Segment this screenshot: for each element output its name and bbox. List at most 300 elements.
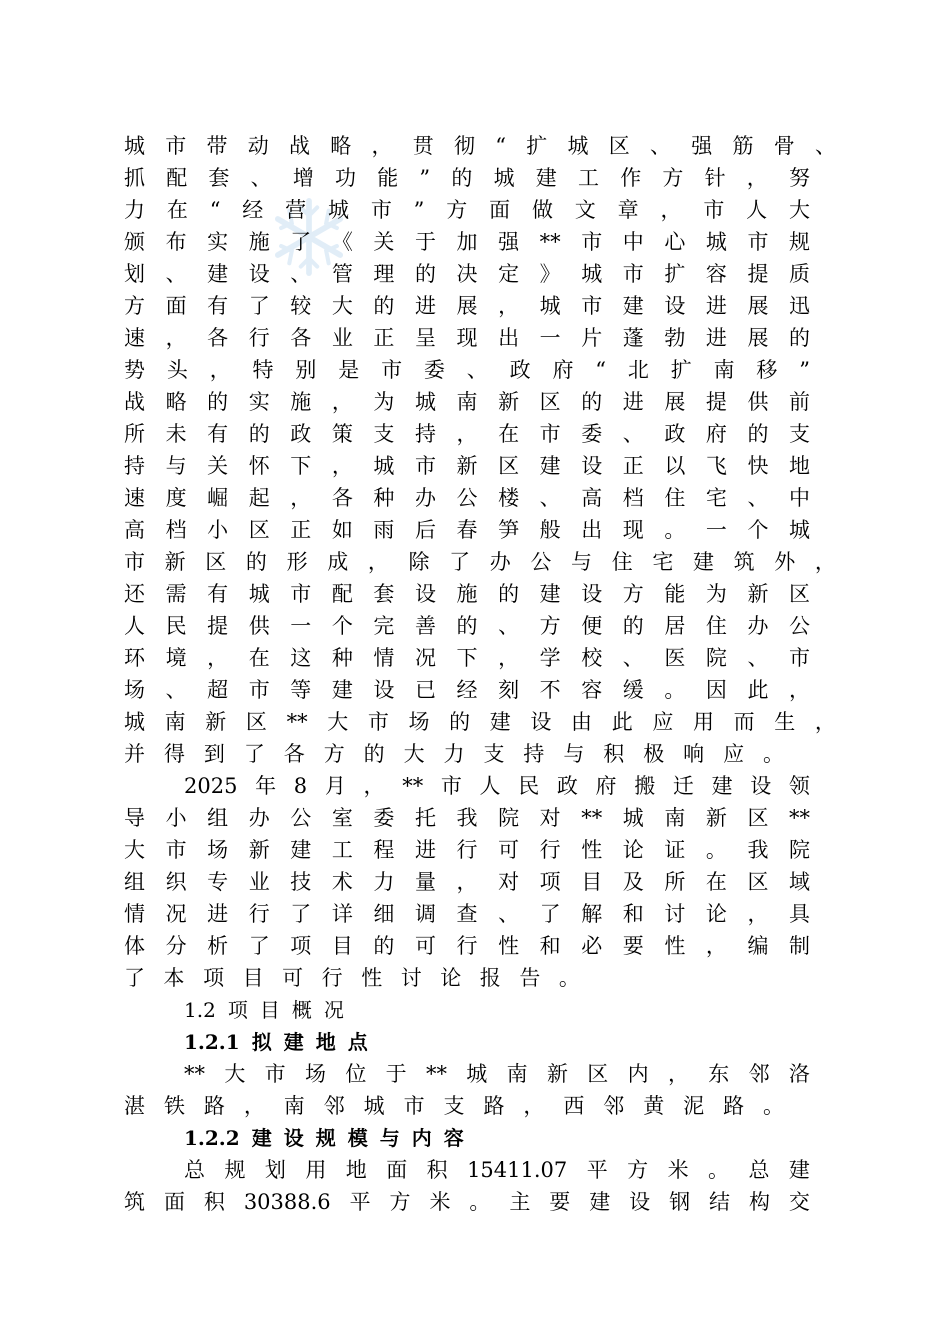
text-char: 性 (361, 966, 383, 990)
text-char: 领 (788, 774, 810, 798)
text-char: 、 (747, 646, 769, 670)
text-char: 方 (446, 198, 468, 222)
text-char: 、 (466, 358, 488, 382)
text-char: 方 (389, 1190, 411, 1214)
text-char: 行 (248, 902, 270, 926)
text-char: 扩 (664, 262, 686, 286)
text-char: 楼 (498, 486, 520, 510)
text-char: ， (667, 1062, 689, 1086)
text-char: 住 (611, 550, 633, 574)
text-char: 况 (165, 902, 187, 926)
text-char: 、 (815, 134, 836, 158)
text-char: 进 (414, 294, 436, 318)
text-char: 做 (531, 198, 553, 222)
text-char: 应 (723, 742, 745, 766)
text-char: 目 (259, 998, 280, 1022)
text-char: 除 (408, 550, 430, 574)
text-char: 这 (290, 646, 312, 670)
text-char: 小 (165, 806, 187, 830)
text-char: 此 (747, 678, 769, 702)
text-char: 面 (165, 294, 187, 318)
text-char: 的 (581, 390, 603, 414)
text-char: 托 (414, 806, 436, 830)
text-char: 正 (373, 326, 395, 350)
text-char: 而 (733, 710, 755, 734)
text-char: 作 (620, 166, 642, 190)
text-char: 、 (650, 134, 671, 158)
text-char: 委 (423, 358, 445, 382)
text-char: 正 (622, 454, 644, 478)
text-char: 委 (373, 806, 395, 830)
text-char: 战 (124, 390, 145, 414)
text-char: 的 (622, 614, 644, 638)
text-char: 成 (327, 550, 349, 574)
text-char: 新 (705, 806, 727, 830)
text-line (124, 547, 836, 577)
text-char: 可 (414, 934, 436, 958)
text-line (124, 675, 810, 705)
text-char: 大 (789, 198, 810, 222)
text-char: 支 (443, 1094, 465, 1118)
text-char: 提 (747, 262, 769, 286)
text-char: 设 (750, 774, 772, 798)
text-char: 医 (664, 646, 686, 670)
text-char: 术 (331, 870, 353, 894)
text-char: ， (660, 198, 682, 222)
text-char: 速 (124, 486, 145, 510)
text-char: 工 (331, 838, 353, 862)
text-char: 城 (414, 390, 436, 414)
text-char: 我 (456, 806, 478, 830)
text-char: 正 (290, 518, 312, 542)
text-char: 、 (622, 422, 644, 446)
text-char: 实 (248, 390, 270, 414)
text-char: 了 (124, 966, 145, 990)
text-char: 建 (711, 774, 733, 798)
text-char: ** (425, 1062, 447, 1086)
text-char: 地 (789, 454, 810, 478)
text-char: 在 (705, 870, 727, 894)
text-char: 持 (414, 422, 436, 446)
text-char: 设 (581, 582, 603, 606)
text-char: 平 (586, 1158, 608, 1182)
text-char: ， (498, 294, 520, 318)
text-char: 出 (498, 326, 520, 350)
text-char: 生 (774, 710, 796, 734)
text-char: 新 (747, 582, 769, 606)
text-char: 编 (747, 934, 769, 958)
text-char: 快 (747, 454, 769, 478)
text-char: 委 (581, 422, 603, 446)
text-char: 有 (207, 294, 229, 318)
text-char: 场 (408, 710, 430, 734)
text-char: 政 (509, 358, 531, 382)
text-char: 分 (165, 934, 187, 958)
text-char: 邻 (323, 1094, 345, 1118)
text-char: 春 (456, 518, 478, 542)
text-char: 高 (581, 486, 603, 510)
text-char: 档 (622, 486, 644, 510)
text-char: 点 (347, 1030, 368, 1054)
text-char: ， (789, 678, 810, 702)
text-char: 展 (456, 294, 478, 318)
text-char: 讨 (400, 966, 422, 990)
text-char: 势 (124, 358, 145, 382)
text-char: 出 (581, 518, 603, 542)
text-char: 、 (290, 262, 312, 286)
text-char: 策 (331, 422, 353, 446)
text-char: 住 (664, 486, 686, 510)
text-char: 到 (203, 742, 225, 766)
text-char: 方 (124, 294, 145, 318)
text-char: 面 (163, 1190, 185, 1214)
text-char: 、 (539, 486, 561, 510)
text-char: 用 (305, 1158, 327, 1182)
text-char: 便 (581, 614, 603, 638)
text-char: 未 (165, 422, 187, 446)
text-char: ， (243, 1094, 265, 1118)
text-char: 建 (692, 550, 714, 574)
text-char: 市 (581, 230, 603, 254)
text-char: 业 (331, 326, 353, 350)
text-char: 各 (283, 742, 305, 766)
text-char: 支 (373, 422, 395, 446)
text-char: 院 (498, 806, 520, 830)
text-char: 性 (498, 934, 520, 958)
text-char: 经 (242, 198, 264, 222)
text-char: 告 (519, 966, 541, 990)
text-char: 。 (558, 966, 580, 990)
text-char: 为 (705, 582, 727, 606)
text-char: 容 (581, 678, 603, 702)
text-char: 于 (414, 230, 436, 254)
text-char: 布 (165, 230, 187, 254)
text-char: 颁 (124, 230, 145, 254)
text-char: 超 (207, 678, 229, 702)
text-char: 我 (747, 838, 769, 862)
text-line (124, 387, 810, 417)
text-char: 公 (456, 486, 478, 510)
text-char: 种 (373, 486, 395, 510)
text-char: 组 (124, 870, 145, 894)
text-char: 论 (705, 902, 727, 926)
text-line (184, 771, 810, 801)
text-char: 东 (708, 1062, 730, 1086)
text-char: ” (799, 358, 810, 382)
text-char: 一 (539, 326, 561, 350)
text-char: 情 (373, 646, 395, 670)
text-char: 城 (493, 166, 515, 190)
text-char: 可 (282, 966, 304, 990)
text-char: 宅 (705, 486, 727, 510)
text-char: ， (814, 550, 836, 574)
text-char: ， (371, 134, 393, 158)
text-char: 市 (165, 838, 187, 862)
text-line (124, 899, 810, 929)
text-char: 极 (643, 742, 665, 766)
text-char: 扩 (670, 358, 692, 382)
text-char: 、 (747, 486, 769, 510)
text-char: 的 (363, 742, 385, 766)
text-char: 办 (489, 550, 511, 574)
text-char: 形 (286, 550, 308, 574)
text-char: ” (419, 166, 431, 190)
text-char: 设 (283, 1126, 304, 1150)
text-char: ** (184, 1062, 205, 1086)
text-char: 性 (581, 838, 603, 862)
text-char: 持 (523, 742, 545, 766)
text-char: 构 (748, 1190, 770, 1214)
text-char: 要 (622, 934, 644, 958)
text-char: 缓 (622, 678, 644, 702)
text-line (124, 355, 810, 385)
text-char: 城 (581, 262, 603, 286)
text-char: 业 (248, 870, 270, 894)
text-char: 理 (373, 262, 395, 286)
text-char: 区 (747, 806, 769, 830)
text-char: 略 (165, 390, 187, 414)
text-char: 的 (449, 710, 471, 734)
text-line (124, 323, 810, 353)
text-char: 详 (331, 902, 353, 926)
text-char: ， (456, 422, 478, 446)
text-char: 骨 (773, 134, 795, 158)
text-char: 场 (207, 838, 229, 862)
text-char: 供 (747, 390, 769, 414)
text-char: ， (207, 646, 229, 670)
text-char: 政 (290, 422, 312, 446)
text-char: 导 (124, 806, 145, 830)
text-char: 专 (207, 870, 229, 894)
text-char: 结 (709, 1190, 731, 1214)
text-char: 片 (581, 326, 603, 350)
text-char: 的 (414, 262, 436, 286)
text-char: 建 (539, 582, 561, 606)
text-char: 决 (456, 262, 478, 286)
text-char: 、 (165, 678, 187, 702)
text-char: 各 (207, 326, 229, 350)
text-char: 《 (331, 230, 353, 254)
text-char: 要 (549, 1190, 571, 1214)
text-char: 南 (164, 710, 186, 734)
text-char: 和 (539, 934, 561, 958)
text-line (124, 259, 810, 289)
text-char: 由 (571, 710, 593, 734)
text-line (124, 867, 810, 897)
text-char: 抓 (124, 166, 145, 190)
text-char: 现 (622, 518, 644, 542)
text-char: 主 (509, 1190, 531, 1214)
text-char: 建 (622, 294, 644, 318)
text-char: 报 (479, 966, 501, 990)
text-char: 解 (581, 902, 603, 926)
text-char: 方 (662, 166, 684, 190)
text-char: 建 (251, 1126, 272, 1150)
text-char: 米 (429, 1190, 451, 1214)
subsection-heading (184, 1027, 896, 1057)
section-heading (184, 995, 896, 1025)
text-char: 位 (345, 1062, 367, 1086)
text-char: 此 (611, 710, 633, 734)
text-char: 设 (629, 1190, 651, 1214)
text-char: 建 (290, 838, 312, 862)
text-char: 展 (747, 294, 769, 318)
text-char: ， (747, 902, 769, 926)
text-char: 大 (224, 1062, 246, 1086)
text-char: 还 (124, 582, 145, 606)
text-char: 在 (498, 422, 520, 446)
text-char: 钢 (669, 1190, 691, 1214)
text-char: 下 (456, 646, 478, 670)
text-char: ， (165, 326, 187, 350)
text-line (124, 579, 810, 609)
text-char: 章 (617, 198, 639, 222)
text-char: 功 (335, 166, 357, 190)
text-char: 技 (290, 870, 312, 894)
text-char: 扩 (526, 134, 548, 158)
text-char: 15411.07 (467, 1158, 568, 1182)
text-char: 一 (290, 614, 312, 638)
text-char: 模 (347, 1126, 368, 1150)
text-char: 区 (248, 518, 270, 542)
text-char: 为 (373, 390, 395, 414)
text-char: 程 (373, 838, 395, 862)
text-char: 勃 (664, 326, 686, 350)
text-char: 目 (581, 870, 603, 894)
text-char: 市 (622, 262, 644, 286)
text-char: 方 (539, 614, 561, 638)
text-char: 、 (165, 262, 187, 286)
text-char: 力 (443, 742, 465, 766)
text-char: 政 (664, 422, 686, 446)
text-char: 路 (203, 1094, 225, 1118)
text-char: 建 (207, 262, 229, 286)
text-char: 南 (506, 1062, 528, 1086)
text-line (124, 195, 810, 225)
text-char: 项 (203, 966, 225, 990)
text-char: 1.2.2 (184, 1126, 240, 1150)
text-char: 得 (163, 742, 185, 766)
text-char: 设 (373, 678, 395, 702)
text-char: 证 (664, 838, 686, 862)
text-char: 总 (748, 1158, 770, 1182)
text-char: 南 (283, 1094, 305, 1118)
text-char: 有 (207, 582, 229, 606)
text-char: 供 (248, 614, 270, 638)
text-line (124, 515, 810, 545)
text-char: 米 (667, 1158, 689, 1182)
text-char: 头 (166, 358, 188, 382)
text-char: 营 (285, 198, 307, 222)
text-char: ， (363, 774, 385, 798)
text-char: 的 (373, 934, 395, 958)
text-char: 速 (124, 326, 145, 350)
text-char: 黄 (643, 1094, 665, 1118)
text-char: 铁 (163, 1094, 185, 1118)
text-line (124, 131, 836, 161)
text-char: 了 (290, 902, 312, 926)
text-char: 所 (664, 870, 686, 894)
text-char: 北 (627, 358, 649, 382)
text-char: 规 (224, 1158, 246, 1182)
text-char: 总 (184, 1158, 205, 1182)
text-char: ** (581, 806, 603, 830)
text-char: 度 (165, 486, 187, 510)
text-char: 市 (290, 582, 312, 606)
text-char: 较 (290, 294, 312, 318)
text-char: 中 (789, 486, 810, 510)
text-char: 划 (124, 262, 145, 286)
text-char: 境 (165, 646, 187, 670)
text-char: 迁 (672, 774, 694, 798)
text-char: 和 (622, 902, 644, 926)
text-char: 。 (469, 1190, 491, 1214)
text-char: 个 (331, 614, 353, 638)
text-char: 、 (622, 646, 644, 670)
text-char: 政 (556, 774, 578, 798)
text-char: 的 (451, 166, 473, 190)
text-char: 了 (243, 742, 265, 766)
text-char: 目 (242, 966, 264, 990)
text-char: 了 (539, 902, 561, 926)
text-char: 办 (414, 486, 436, 510)
text-char: 况 (323, 998, 344, 1022)
text-char: 办 (747, 614, 769, 638)
text-char: ， (498, 646, 520, 670)
text-char: 关 (207, 454, 229, 478)
text-char: 设 (530, 710, 552, 734)
text-char: 洛 (788, 1062, 810, 1086)
text-char: 下 (290, 454, 312, 478)
text-char: ， (705, 934, 727, 958)
text-line (124, 1091, 784, 1121)
text-char: 的 (245, 550, 267, 574)
text-char: 各 (290, 326, 312, 350)
text-char: 市 (703, 198, 725, 222)
text-char: 新 (498, 390, 520, 414)
text-char: 室 (331, 806, 353, 830)
text-char: 加 (456, 230, 478, 254)
text-char: 平 (349, 1190, 371, 1214)
text-char: 必 (581, 934, 603, 958)
text-char: 大 (124, 838, 145, 862)
text-char: 有 (207, 422, 229, 446)
text-char: 设 (664, 294, 686, 318)
text-char: 是 (338, 358, 360, 382)
text-char: 前 (789, 390, 810, 414)
text-char: 积 (426, 1158, 448, 1182)
text-char: 了 (290, 230, 312, 254)
text-char: 彻 (454, 134, 475, 158)
text-char: 概 (291, 998, 312, 1022)
text-char: 行 (539, 838, 561, 862)
text-char: 响 (683, 742, 705, 766)
text-line (124, 1187, 810, 1217)
text-char: 公 (530, 550, 552, 574)
text-char: 展 (664, 390, 686, 414)
text-char: 对 (498, 870, 520, 894)
text-char: 所 (124, 422, 145, 446)
text-char: 市 (747, 230, 769, 254)
text-char: 市 (264, 1062, 286, 1086)
text-char: ， (746, 166, 768, 190)
text-char: 1.2 (184, 998, 216, 1022)
text-char: 小 (207, 518, 229, 542)
text-line (124, 483, 810, 513)
text-char: 的 (373, 294, 395, 318)
text-char: 8 (293, 774, 308, 798)
text-char: 湛 (124, 1094, 145, 1118)
